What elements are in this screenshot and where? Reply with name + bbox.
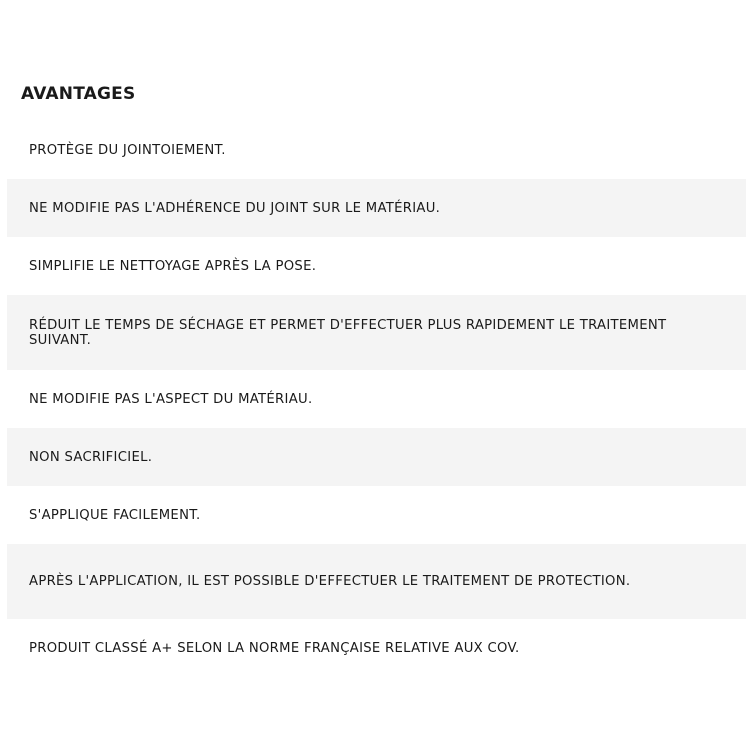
list-item: [7, 179, 746, 237]
advantage-text: APRÈS L'APPLICATION, IL EST POSSIBLE D'EFFECTUER LE TRAITEMENT DE PROTECTION.: [29, 574, 631, 589]
advantage-text: S'APPLIQUE FACILEMENT.: [29, 507, 201, 523]
advantage-text: RÉDUIT LE TEMPS DE SÉCHAGE ET PERMET D'EFFECTUER PLUS RAPIDEMENT LE TRAITEMENT SUIVANT.: [29, 317, 667, 348]
list-item: [7, 370, 746, 428]
advantages-list: [7, 121, 746, 677]
section-title: AVANTAGES: [21, 84, 136, 104]
list-item: [7, 544, 746, 619]
list-item: [7, 486, 746, 544]
advantage-text: NE MODIFIE PAS L'ADHÉRENCE DU JOINT SUR LE MATÉRIAU.: [29, 200, 441, 216]
list-item: [7, 121, 746, 179]
advantage-text: PRODUIT CLASSÉ A+ SELON LA NORME FRANÇAISE RELATIVE AUX COV.: [29, 640, 520, 656]
advantage-text: NE MODIFIE PAS L'ASPECT DU MATÉRIAU.: [29, 391, 313, 407]
advantage-text: PROTÈGE DU JOINTOIEMENT.: [29, 142, 226, 158]
advantage-text: NON SACRIFICIEL.: [29, 449, 153, 465]
list-item: [7, 619, 746, 677]
advantage-text: SIMPLIFIE LE NETTOYAGE APRÈS LA POSE.: [29, 258, 317, 274]
list-item: [7, 295, 746, 370]
list-item: [7, 428, 746, 486]
list-item: [7, 237, 746, 295]
